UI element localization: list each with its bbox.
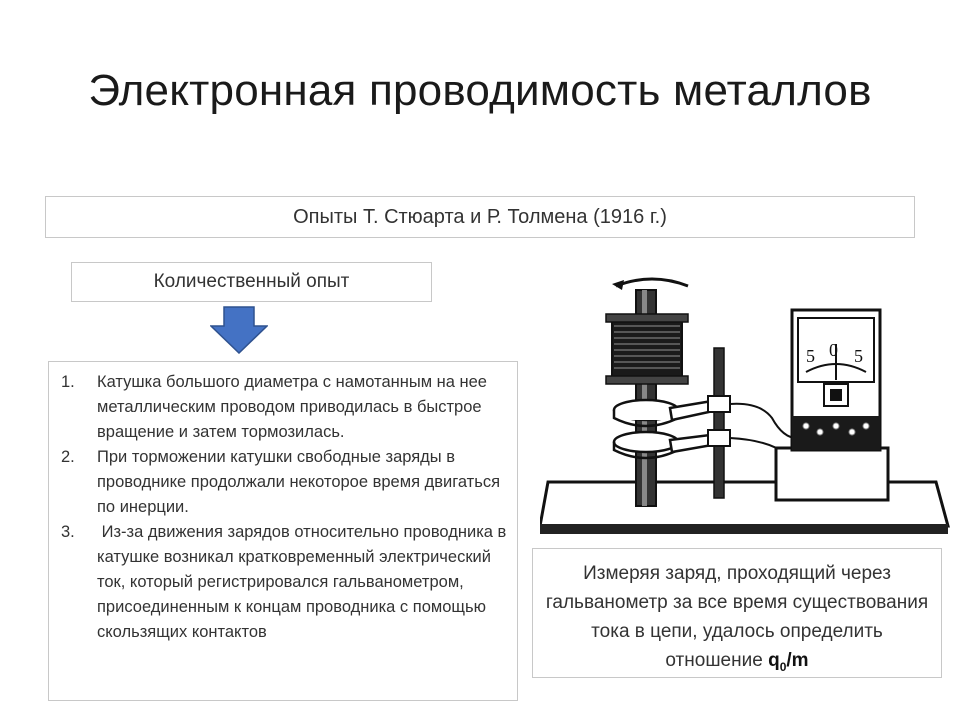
formula-q: q [768,650,780,671]
subtitle-text: Опыты Т. Стюарта и Р. Толмена (1916 г.) [293,205,667,228]
base-plate-front [540,524,948,534]
slide-title: Электронная проводимость металлов [88,66,872,115]
result-text: Измеряя заряд, проходящий через гальванометр за все время существования тока в цепи, удалось определить отношение [545,563,929,671]
experiment-label: Количественный опыт [153,271,350,292]
list-item [61,520,511,645]
stewart-tolman-apparatus-illustration [540,268,950,540]
galvanometer-scale-right: 5 [854,346,863,366]
down-arrow-icon [210,306,268,354]
rotation-arrow-icon [616,279,688,286]
slip-ring-lower [614,432,678,452]
list-item-text: Катушка большого диаметра с намотанным на нее металлическим проводом приводилась в быстрое вращение и затем тормозилась. [97,373,487,441]
coil [612,320,682,378]
list-item [61,445,507,520]
list-item-text: При торможении катушки свободные заряды в проводнике продолжали некоторое время двигаться по инерции. [97,448,501,516]
steps-list [61,370,511,645]
experiment-label-box [71,262,432,302]
subtitle-box [45,196,915,238]
galvanometer-scale-center: 0 [829,340,838,360]
list-item-number: 3. [61,523,75,541]
result-box [532,548,942,678]
steps-list-box [48,361,518,701]
wire-upper [730,404,800,438]
list-item-text: Из-за движения зарядов относительно проводника в катушке возникал кратковременный электрический ток, который регистрировался гальванометром, присоединенным к концам проводника с помощью скользящих контактов [97,523,511,641]
galvanometer-stand [776,448,888,500]
contact-post [714,348,724,498]
list-item [61,370,507,445]
formula-q-subscript: 0 [779,659,787,674]
result-formula [768,650,809,674]
list-item-number: 1. [61,373,75,391]
galvanometer-scale-left: 5 [806,346,815,366]
list-item-number: 2. [61,448,75,466]
formula-m: /m [786,650,809,671]
